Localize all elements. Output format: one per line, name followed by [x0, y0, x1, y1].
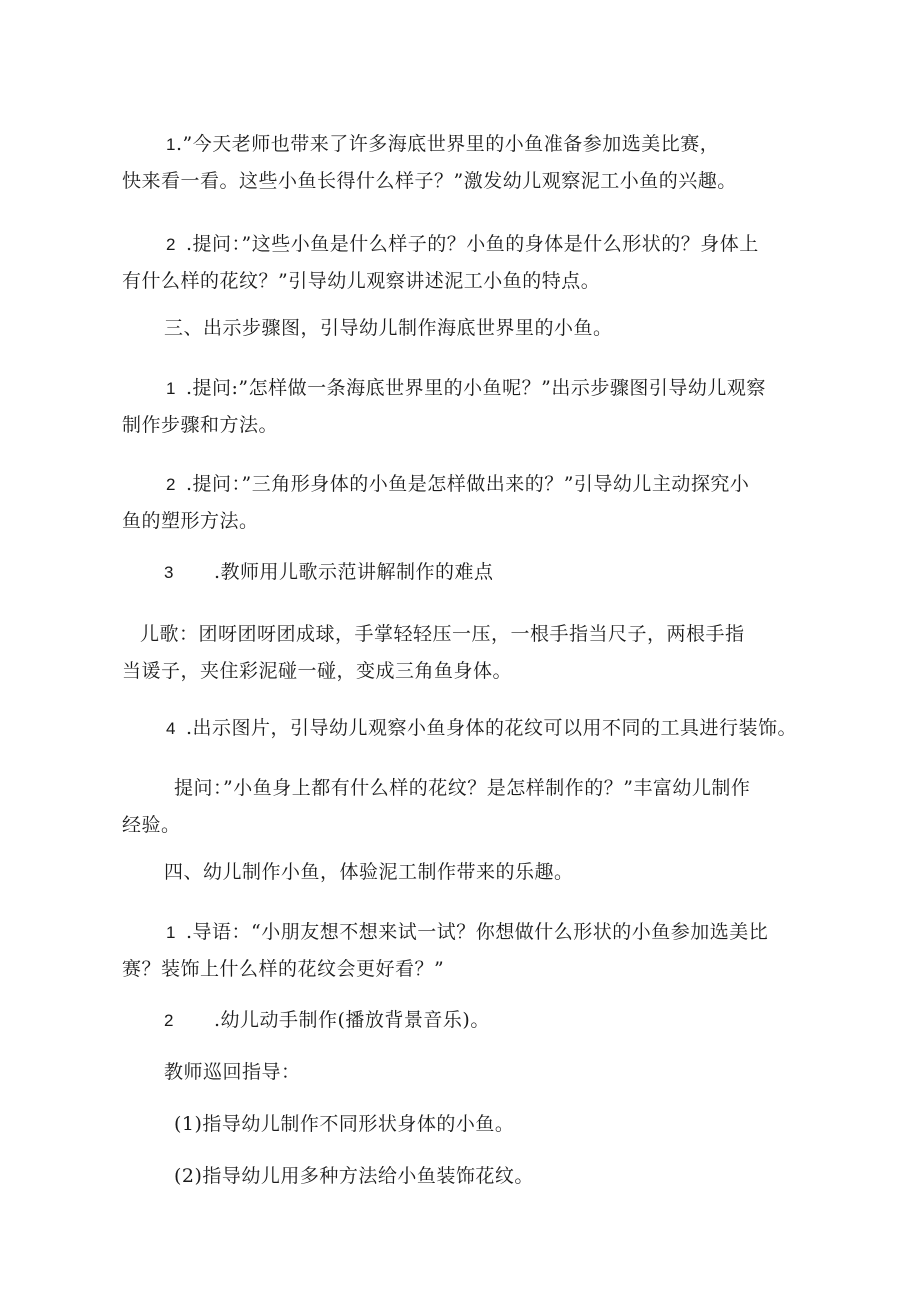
paragraph-line [122, 710, 802, 747]
paragraph-line [122, 407, 802, 444]
paragraph-line [122, 653, 802, 690]
line-text: .出示图片，引导幼儿观察小鱼身体的花纹可以用不同的工具进行装饰。 [185, 717, 798, 739]
line-text: .提问：”三角形身体的小鱼是怎样做出来的？”引导幼儿主动探究小 [185, 473, 750, 495]
paragraph-line [122, 370, 802, 407]
paragraph-line [122, 616, 802, 653]
line-text: 四、幼儿制作小鱼，体验泥工制作带来的乐趣。 [164, 861, 574, 883]
paragraph-line [122, 126, 802, 163]
paragraph-line [122, 310, 802, 347]
paragraph-line [122, 554, 802, 591]
item-number: 1 [166, 379, 176, 398]
item-number: 2 [164, 1011, 174, 1030]
paragraph-line [122, 1158, 802, 1195]
item-number: 2 [166, 475, 176, 494]
paragraph-line [122, 263, 802, 300]
line-text: 有什么样的花纹？”引导幼儿观察讲述泥工小鱼的特点。 [122, 270, 601, 292]
paragraph-6 [122, 554, 802, 591]
line-text: 制作步骤和方法。 [122, 414, 279, 436]
paragraph-15 [122, 1158, 802, 1195]
paragraph-line [122, 1106, 802, 1143]
paragraph-4 [122, 370, 802, 444]
paragraph-line [122, 163, 802, 200]
line-text: 教师巡回指导： [164, 1061, 301, 1083]
line-text: .提问:”怎样做一条海底世界里的小鱼呢？”出示步骤图引导幼儿观察 [185, 377, 766, 399]
line-text: .教师用儿歌示范讲解制作的难点 [213, 561, 494, 583]
section-heading-4 [122, 854, 802, 891]
line-text: 赛？装饰上什么样的花纹会更好看？” [122, 958, 445, 980]
paragraph-line [122, 503, 802, 540]
line-text: .幼儿动手制作(播放背景音乐)。 [213, 1009, 490, 1031]
paragraph-7 [122, 616, 802, 690]
line-text: .导语：“小朋友想不想来试一试？你想做什么形状的小鱼参加选美比 [185, 921, 769, 943]
paragraph-9 [122, 770, 802, 844]
item-number: 4 [166, 719, 176, 738]
line-text: 经验。 [122, 814, 181, 836]
paragraph-line [122, 226, 802, 263]
paragraph-line [122, 1002, 802, 1039]
paragraph-line [122, 466, 802, 503]
item-number: 3 [164, 563, 174, 582]
paragraph-line [122, 807, 802, 844]
paragraph-8 [122, 710, 802, 747]
paragraph-line [122, 951, 802, 988]
line-text: 三、出示步骤图，引导幼儿制作海底世界里的小鱼。 [164, 317, 613, 339]
paragraph-14 [122, 1106, 802, 1143]
line-text: 当谖子，夹住彩泥碰一碰，变成三角鱼身体。 [122, 660, 513, 682]
line-text: 提问：”小鱼身上都有什么样的花纹？是怎样制作的？”丰富幼儿制作 [174, 777, 751, 799]
item-number: 1 [166, 923, 176, 942]
paragraph-12 [122, 1002, 802, 1039]
paragraph-13 [122, 1054, 802, 1091]
line-text: 儿歌：团呀团呀团成球，手掌轻轻压一压，一根手指当尺子，两根手指 [140, 623, 745, 645]
line-text: .提问：”这些小鱼是什么样子的？小鱼的身体是什么形状的？身体上 [185, 233, 759, 255]
item-number: 1 [166, 135, 176, 154]
line-text: (2)指导幼儿用多种方法给小鱼装饰花纹。 [174, 1165, 534, 1187]
section-heading-3 [122, 310, 802, 347]
paragraph-line [122, 1054, 802, 1091]
line-text: 快来看一看。这些小鱼长得什么样子？”激发幼儿观察泥工小鱼的兴趣。 [122, 170, 737, 192]
line-text: (1)指导幼儿制作不同形状身体的小鱼。 [174, 1113, 515, 1135]
item-number: 2 [166, 235, 176, 254]
paragraph-line [122, 770, 802, 807]
paragraph-5 [122, 466, 802, 540]
paragraph-11 [122, 914, 802, 988]
line-text: 鱼的塑形方法。 [122, 510, 259, 532]
paragraph-line [122, 854, 802, 891]
paragraph-line [122, 914, 802, 951]
paragraph-2 [122, 226, 802, 300]
line-text: .”今天老师也带来了许多海底世界里的小鱼准备参加选美比赛， [175, 133, 720, 155]
paragraph-1 [122, 126, 802, 200]
